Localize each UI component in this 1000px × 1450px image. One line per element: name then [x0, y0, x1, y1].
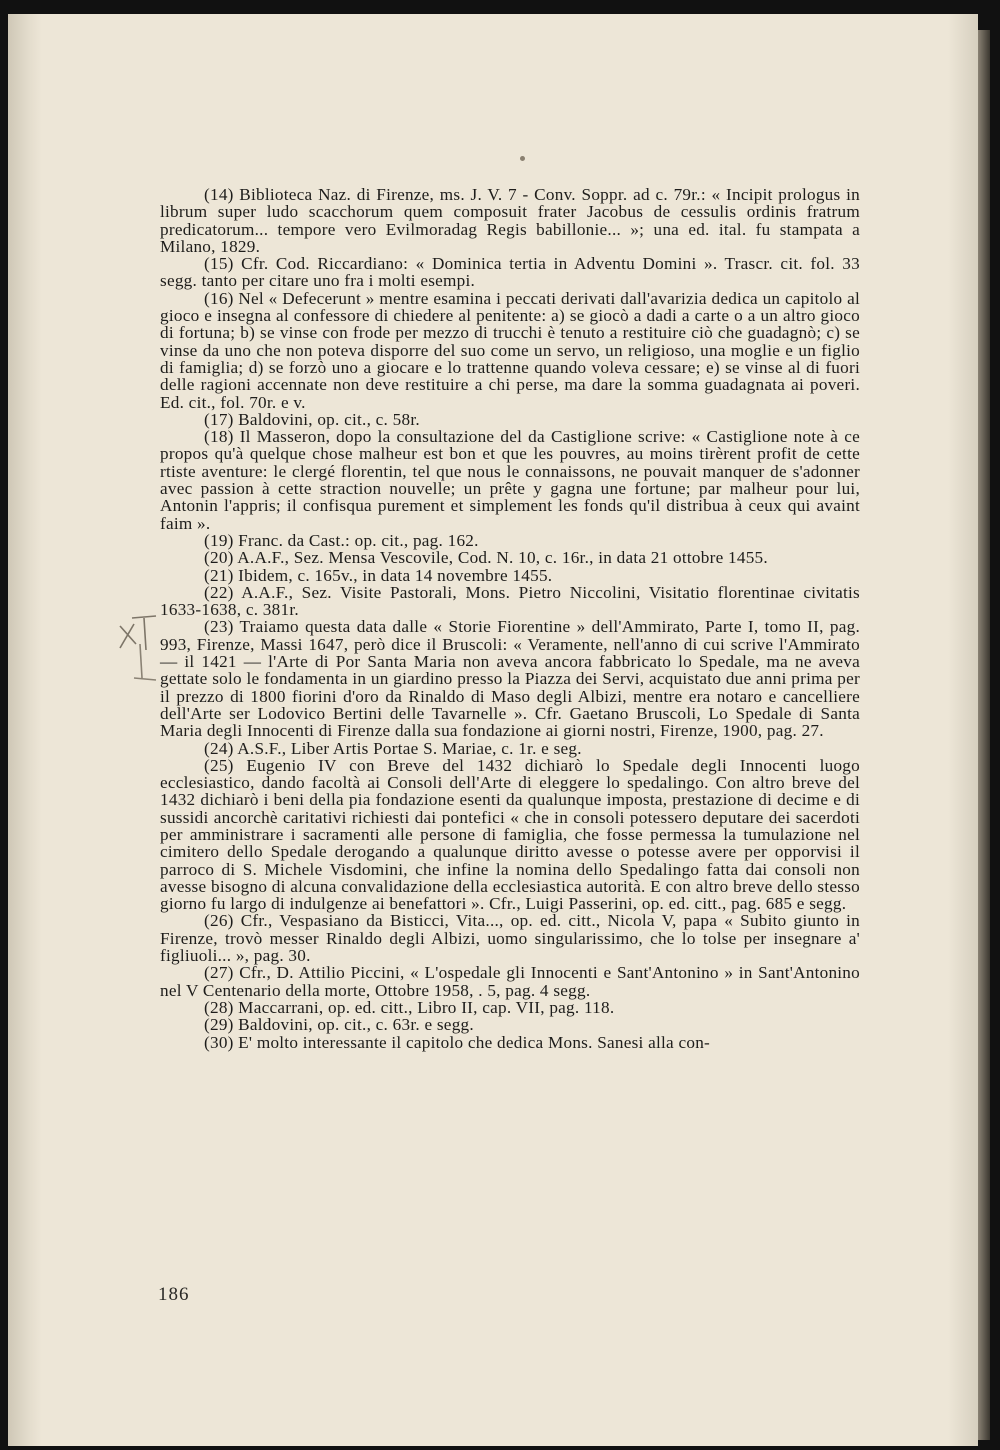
footnotes-block [160, 186, 860, 1051]
footnote-23: (23) Traiamo questa data dalle « Storie Fiorentine » dell'Ammirato, Parte I, tomo II, pag. 993, Firenze, Massi 1647, però dice il Bruscoli: « Veramente, nell'anno di cui scrive l'Ammirato — il 1421 — l'Arte di Por Santa Maria non aveva ancora fabbricato lo Spedale, ma ne aveva gettate solo le fondamenta in un giardino presso la Piazza dei Servi, acquistato due anni prima per il prezzo di 1800 fiorini d'oro da Rinaldo di Maso degli Albizi, mentre era notaro e cancelliere dell'Arte ser Lodovico Bertini delle Tavarnelle ». Cfr. Gaetano Bruscoli, Lo Spedale di Santa Maria degli Innocenti di Firenze dalla sua fondazione ai giorni nostri, Firenze, 1900, pag. 27. [160, 617, 860, 741]
page-number: 186 [158, 1284, 190, 1305]
footnote-24: (24) A.S.F., Liber Artis Portae S. Mariae, c. 1r. e seg. [204, 738, 582, 758]
footnote-30: (30) E' molto interessante il capitolo che dedica Mons. Sanesi alla con- [204, 1032, 711, 1052]
footnote-28: (28) Maccarrani, op. ed. citt., Libro II, cap. VII, pag. 118. [204, 997, 615, 1017]
book-spine-edge [978, 30, 990, 1440]
footnote-20: (20) A.A.F., Sez. Mensa Vescovile, Cod. N. 10, c. 16r., in data 21 ottobre 1455. [204, 548, 768, 568]
footnote-19: (19) Franc. da Cast.: op. cit., pag. 162. [204, 530, 479, 550]
footnote-22: (22) A.A.F., Sez. Visite Pastorali, Mons. Pietro Niccolini, Visitatio florentinae civitatis 1633-1638, c. 381r. [160, 582, 860, 620]
footnote-17: (17) Baldovini, op. cit., c. 58r. [204, 409, 420, 429]
footnote-26: (26) Cfr., Vespasiano da Bisticci, Vita..., op. ed. citt., Nicola V, papa « Subito giunto in Firenze, trovò messer Rinaldo degli Albizi, uomo singularissimo, che lo tolse per insegnare a' figliuoli... », pag. 30. [160, 911, 860, 966]
footnote-27: (27) Cfr., D. Attilio Piccini, « L'ospedale gli Innocenti e Sant'Antonino » in Sant'Antonino nel V Centenario della morte, Ottobre 1958, . 5, pag. 4 segg. [160, 963, 860, 1000]
footnote-14: (14) Biblioteca Naz. di Firenze, ms. J. V. 7 - Conv. Soppr. ad c. 79r.: « Incipit prologus in librum super ludo scacchorum quem composuit frater Jacobus de cessulis ordinis fratrum predicatorum... tempore vero Evilmoradag Regis babillonie... »; una ed. ital. fu stampata a Milano, 1829. [160, 185, 860, 256]
page-edge-shadow [948, 14, 978, 1446]
footnote-18: (18) Il Masseron, dopo la consultazione del da Castiglione scrive: « Castiglione note à ce propos qu'à quelque chose malheur est bon et que les pouvres, au moins tirèrent profit de cette rtiste aventure: le clergé florentin, tel que nous le connaissons, ne pouvait manquer de s'adonner avec passion à cette straction nouvelle; un prête y gagna une fortune; par malheur pour lui, Antonin l'appris; il confisqua purement et simplement les fonds qu'il distribua à ceux qui avaint faim ». [160, 427, 860, 533]
footnote-29: (29) Baldovini, op. cit., c. 63r. e segg. [204, 1015, 474, 1035]
footnote-25: (25) Eugenio IV con Breve del 1432 dichiarò lo Spedale degli Innocenti luogo ecclesiastico, dando facoltà ai Consoli dell'Arte di eleggere lo spedalingo. Con altro breve del 1432 dichiarò i beni della pia fondazione esenti da qualunque imposta, prestazione di decime e di sussidi ancorchè caritativi richiesti dai pontefici « che in consoli potessero deputare dei sacerdoti per amministrare i sacramenti alle persone di famiglia, che fosse permessa la tumulazione nel cimitero dello Spedale derogando a qualunque diritto avesse o potesse avere per opporvisi il parroco di S. Michele Visdomini, che infine la nomina dello Spedalingo fatta dai consoli non avesse bisogno di alcuna convalidazione della ecclesiastica autorità. E con altro breve dello stesso giorno fu largo di indulgenze ai benefattori ». Cfr., Luigi Passerini, op. ed. citt., pag. 685 e segg. [160, 755, 860, 914]
footnote-21: (21) Ibidem, c. 165v., in data 14 novembre 1455. [204, 565, 553, 585]
footnote-16: (16) Nel « Defecerunt » mentre esamina i peccati derivati dall'avarizia dedica un capitolo al gioco e insegna al confessore di chiedere al penitente: a) se giocò a dadi a carte o a un altro gioco di fortuna; b) se vinse con frode per mezzo di trucchi è tenuto a restituire ciò che guadagnò; c) se vinse da uno che non poteva disporre del suo come un servo, un religioso, una moglie e un figlio di famiglia; d) se forzò uno a giocare e lo trattenne quando voleva cessare; e) se vinse al di fuori delle ragioni accennate non deve restituire a chi perse, ma dare la somma guadagnata ai poveri. Ed. cit., fol. 70r. e v. [160, 288, 860, 412]
footnote-15: (15) Cfr. Cod. Riccardiano: « Dominica tertia in Adventu Domini ». Trascr. cit. fol. 33 segg. tanto per citare uno fra i molti esempi. [160, 254, 860, 291]
page-gutter-shadow [8, 14, 42, 1446]
ink-spot [520, 156, 525, 161]
